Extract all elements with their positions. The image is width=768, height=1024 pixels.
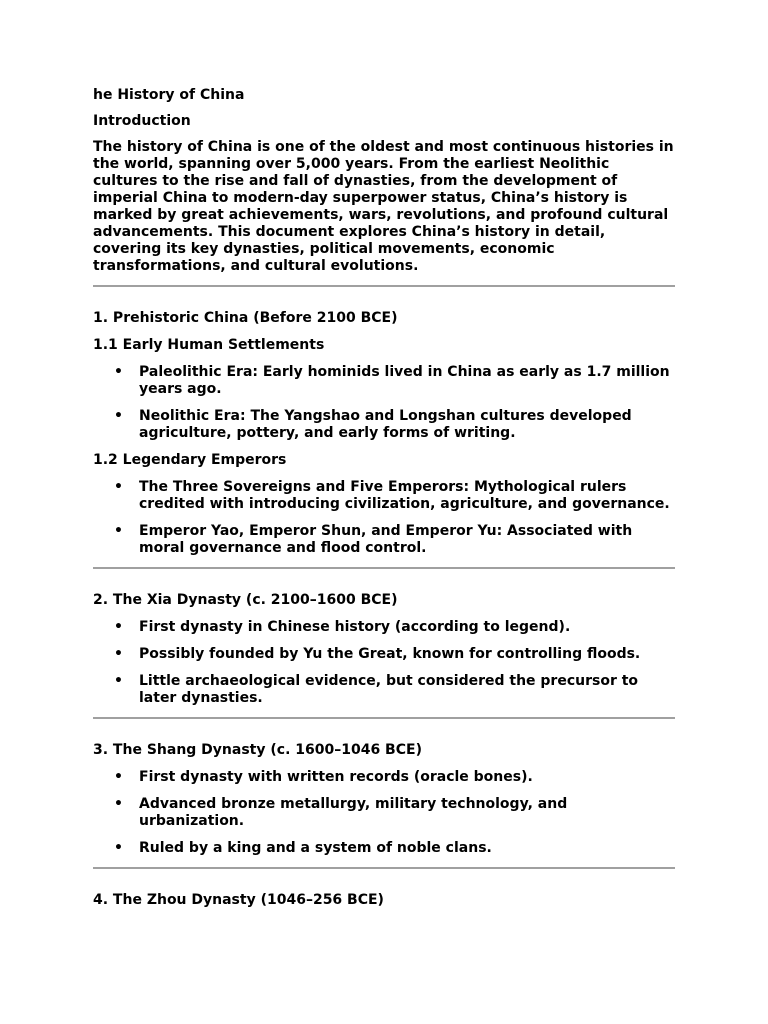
section-heading: 3. The Shang Dynasty (c. 1600–1046 BCE) <box>93 742 422 758</box>
section-divider <box>93 567 675 569</box>
list-item <box>93 796 675 830</box>
section-heading: 1. Prehistoric China (Before 2100 BCE) <box>93 310 398 326</box>
section-divider <box>93 717 675 719</box>
section-xia-dynasty <box>93 592 675 707</box>
section-zhou-dynasty <box>93 892 675 909</box>
bullet-list <box>93 364 675 442</box>
list-item <box>93 479 675 513</box>
list-item <box>93 673 675 707</box>
introduction-paragraph: The history of China is one of the oldest and most continuous histories in the world, spanning over 5,000 years. From the earliest Neolithic cultures to the rise and fall of dynasties, from the development of imperial China to modern-day superpower status, China’s history is marked by great achievements, wars, revolutions, and profound cultural advancements. This document explores China’s history in detail, covering its key dynasties, political movements, economic transformations, and cultural evolutions. <box>93 139 674 274</box>
section-prehistoric-china <box>93 310 675 557</box>
list-item <box>93 408 675 442</box>
document-title: he History of China <box>93 87 245 103</box>
list-item-text: Advanced bronze metallurgy, military technology, and urbanization. <box>139 796 568 829</box>
bullet-icon: • <box>114 364 123 380</box>
bullet-icon: • <box>114 523 123 539</box>
list-item-text: First dynasty with written records (oracle bones). <box>139 769 533 785</box>
list-item-text: Emperor Yao, Emperor Shun, and Emperor Yu: Associated with moral governance and flood control. <box>139 523 633 556</box>
subsection-heading: 1.1 Early Human Settlements <box>93 337 325 353</box>
bullet-icon: • <box>114 619 123 635</box>
list-item <box>93 646 675 663</box>
list-item <box>93 619 675 636</box>
bullet-icon: • <box>114 796 123 812</box>
list-item-text: First dynasty in Chinese history (according to legend). <box>139 619 571 635</box>
list-item-text: Neolithic Era: The Yangshao and Longshan cultures developed agriculture, pottery, and early forms of writing. <box>139 408 632 441</box>
list-item-text: Ruled by a king and a system of noble clans. <box>139 840 492 856</box>
list-item-text: The Three Sovereigns and Five Emperors: Mythological rulers credited with introducing civilization, agriculture, and governance. <box>139 479 670 512</box>
list-item-text: Paleolithic Era: Early hominids lived in China as early as 1.7 million years ago. <box>139 364 670 397</box>
bullet-icon: • <box>114 673 123 689</box>
bullet-icon: • <box>114 479 123 495</box>
subsection-heading: 1.2 Legendary Emperors <box>93 452 287 468</box>
section-shang-dynasty <box>93 742 675 857</box>
bullet-list <box>93 619 675 707</box>
section-heading: 2. The Xia Dynasty (c. 2100–1600 BCE) <box>93 592 398 608</box>
introduction-heading: Introduction <box>93 113 191 129</box>
section-divider <box>93 285 675 287</box>
list-item-text: Little archaeological evidence, but considered the precursor to later dynasties. <box>139 673 639 706</box>
list-item-text: Possibly founded by Yu the Great, known for controlling floods. <box>139 646 641 662</box>
list-item <box>93 840 675 857</box>
list-item <box>93 523 675 557</box>
section-heading: 4. The Zhou Dynasty (1046–256 BCE) <box>93 892 384 908</box>
bullet-icon: • <box>114 646 123 662</box>
section-divider <box>93 867 675 869</box>
bullet-icon: • <box>114 769 123 785</box>
document-body <box>93 87 675 919</box>
list-item <box>93 364 675 398</box>
list-item <box>93 769 675 786</box>
bullet-icon: • <box>114 408 123 424</box>
bullet-list <box>93 769 675 857</box>
bullet-icon: • <box>114 840 123 856</box>
bullet-list <box>93 479 675 557</box>
